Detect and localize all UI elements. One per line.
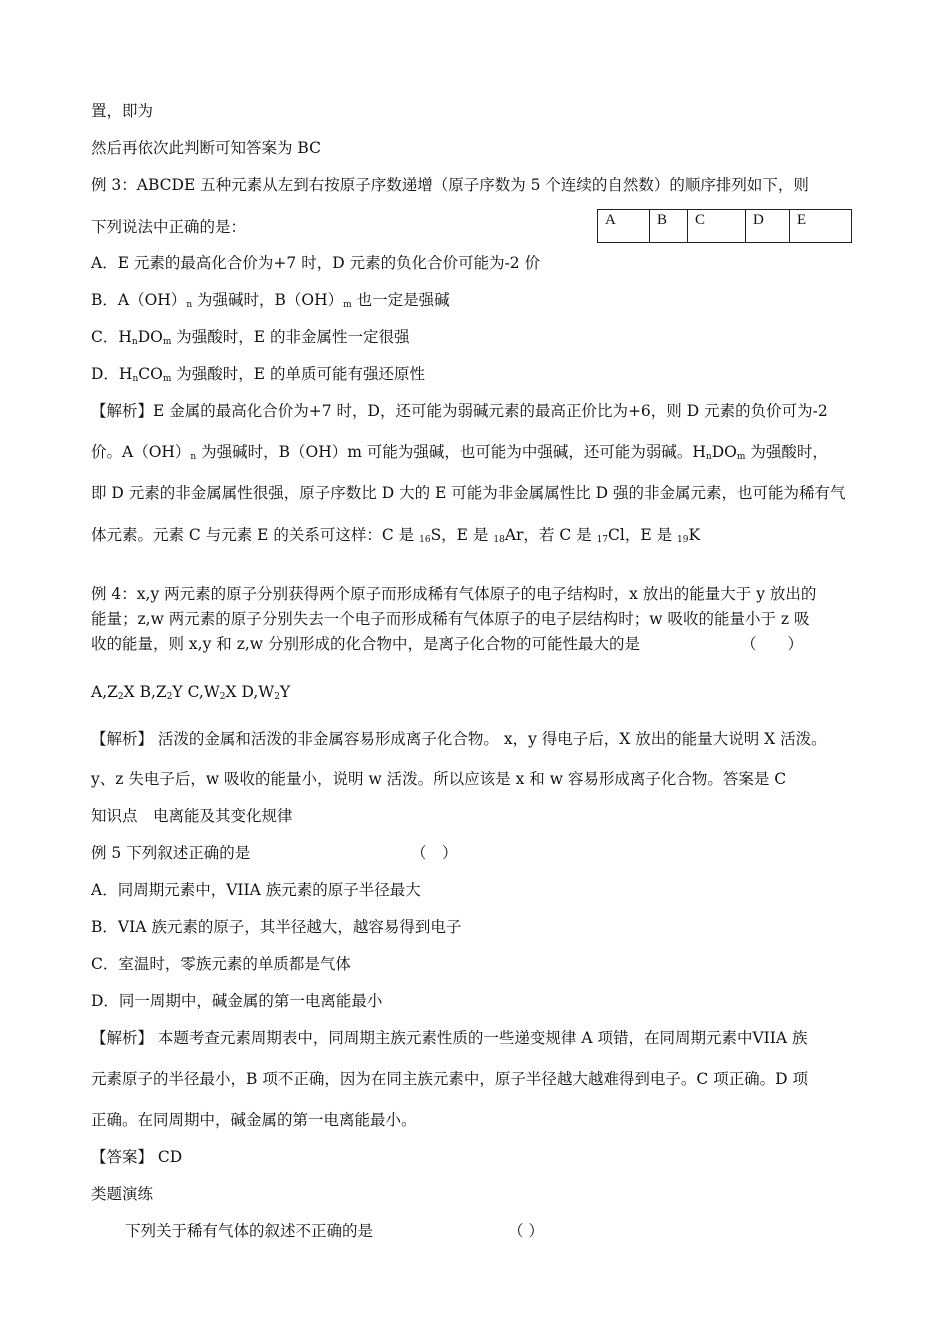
analysis-text: 【解析】 活泼的金属和活泼的非金属容易形成离子化合物。 x，y 得电子后，X 放出的能量大说明 X 活泼。: [91, 730, 827, 748]
text-line: 置，即为: [91, 102, 154, 120]
option-c: C．$H_nDO_m$ 为强酸时，E 的非金属性一定很强: [91, 328, 410, 347]
analysis-text: 正确。在同周期中，碱金属的第一电离能最小。: [91, 1111, 417, 1129]
example-3-question: 例 3：ABCDE 五种元素从左到右按原子序数递增（原子序数为 5 个连续的自然数）的顺序排列如下，则: [91, 176, 809, 194]
text-line: 能量；z,w 两元素的原子分别失去一个电子而形成稀有气体原子的电子层结构时；w 吸收的能量小于 z 吸: [91, 610, 810, 628]
analysis-text: 体元素。元素 C 与元素 E 的关系可这样：C 是 $_{16}$S，E 是 $_{18}$Ar，若 C 是 $_{17}$Cl，E 是 $_{19}$K: [91, 526, 701, 545]
example-4-options: $A,Z_2X$ $B,Z_2Y$ $C,W_2X$ $D,W_2Y$: [91, 683, 291, 702]
answer-text: 【答案】 CD: [91, 1148, 183, 1166]
analysis-text: y、z 失电子后，w 吸收的能量小，说明 w 活泼。所以应该是 x 和 w 容易形成离子化合物。答案是 C: [91, 770, 787, 788]
example-4-question: 例 4：x,y 两元素的原子分别获得两个原子而形成稀有气体原子的电子结构时，x 放出的能量大于 y 放出的: [91, 585, 817, 603]
analysis-text: 【解析】E 金属的最高化合价为+7 时，D，还可能为弱碱元素的最高正价比为+6，则 D 元素的负价可为-2: [91, 402, 828, 420]
table-cell: D: [746, 210, 790, 243]
analysis-text: 【解析】 本题考查元素周期表中，同周期主族元素性质的一些递变规律 A 项错，在同周期元素中VIIA 族: [91, 1029, 808, 1047]
answer-parentheses: （ ）: [508, 1222, 544, 1240]
text-line: 下列说法中正确的是：: [91, 218, 247, 236]
option-d: D．$H_nCO_m$ 为强酸时，E 的单质可能有强还原性: [91, 365, 426, 384]
option-a: A．同周期元素中，VIIA 族元素的原子半径最大: [91, 881, 421, 899]
text-line: 收的能量，则 x,y 和 z,w 分别形成的化合物中，是离子化合物的可能性最大的是: [91, 635, 640, 653]
table-cell: C: [688, 210, 746, 243]
analysis-text: 即 D 元素的非金属属性很强，原子序数比 D 大的 E 可能为非金属属性比 D 强的非金属元素，也可能为稀有气: [91, 484, 846, 502]
table-cell: E: [790, 210, 852, 243]
example-5-question: 例 5 下列叙述正确的是: [91, 844, 251, 862]
table-cell: A: [598, 210, 650, 243]
option-b: B．$A(OH)_n$ 为强碱时，$B(OH)_m$ 也一定是强碱: [91, 291, 450, 310]
option-c: C．室温时，零族元素的单质都是气体: [91, 955, 351, 973]
element-order-table: [597, 209, 852, 243]
text-line: 然后再依次此判断可知答案为 BC: [91, 139, 321, 157]
answer-parentheses: （ ）: [411, 844, 458, 862]
answer-parentheses: （ ）: [741, 635, 804, 653]
option-b: B．VIA 族元素的原子，其半径越大，越容易得到电子: [91, 918, 462, 936]
section-heading: 知识点 电离能及其变化规律: [91, 807, 293, 825]
analysis-text: 元素原子的半径最小，B 项不正确，因为在同主族元素中，原子半径越大越难得到电子。C 项正确。D 项: [91, 1070, 808, 1088]
practice-question: 下列关于稀有气体的叙述不正确的是: [125, 1222, 374, 1240]
section-heading: 类题演练: [91, 1185, 154, 1203]
option-a: A．E 元素的最高化合价为+7 时，D 元素的负化合价可能为-2 价: [91, 254, 541, 272]
analysis-text: 价。$A(OH)_n$ 为强碱时，B（OH）m 可能为强碱，也可能为中强碱，还可能为弱碱。$H_nDO_m$ 为强酸时，: [91, 443, 828, 462]
table-cell: B: [650, 210, 688, 243]
option-d: D．同一周期中，碱金属的第一电离能最小: [91, 992, 383, 1010]
